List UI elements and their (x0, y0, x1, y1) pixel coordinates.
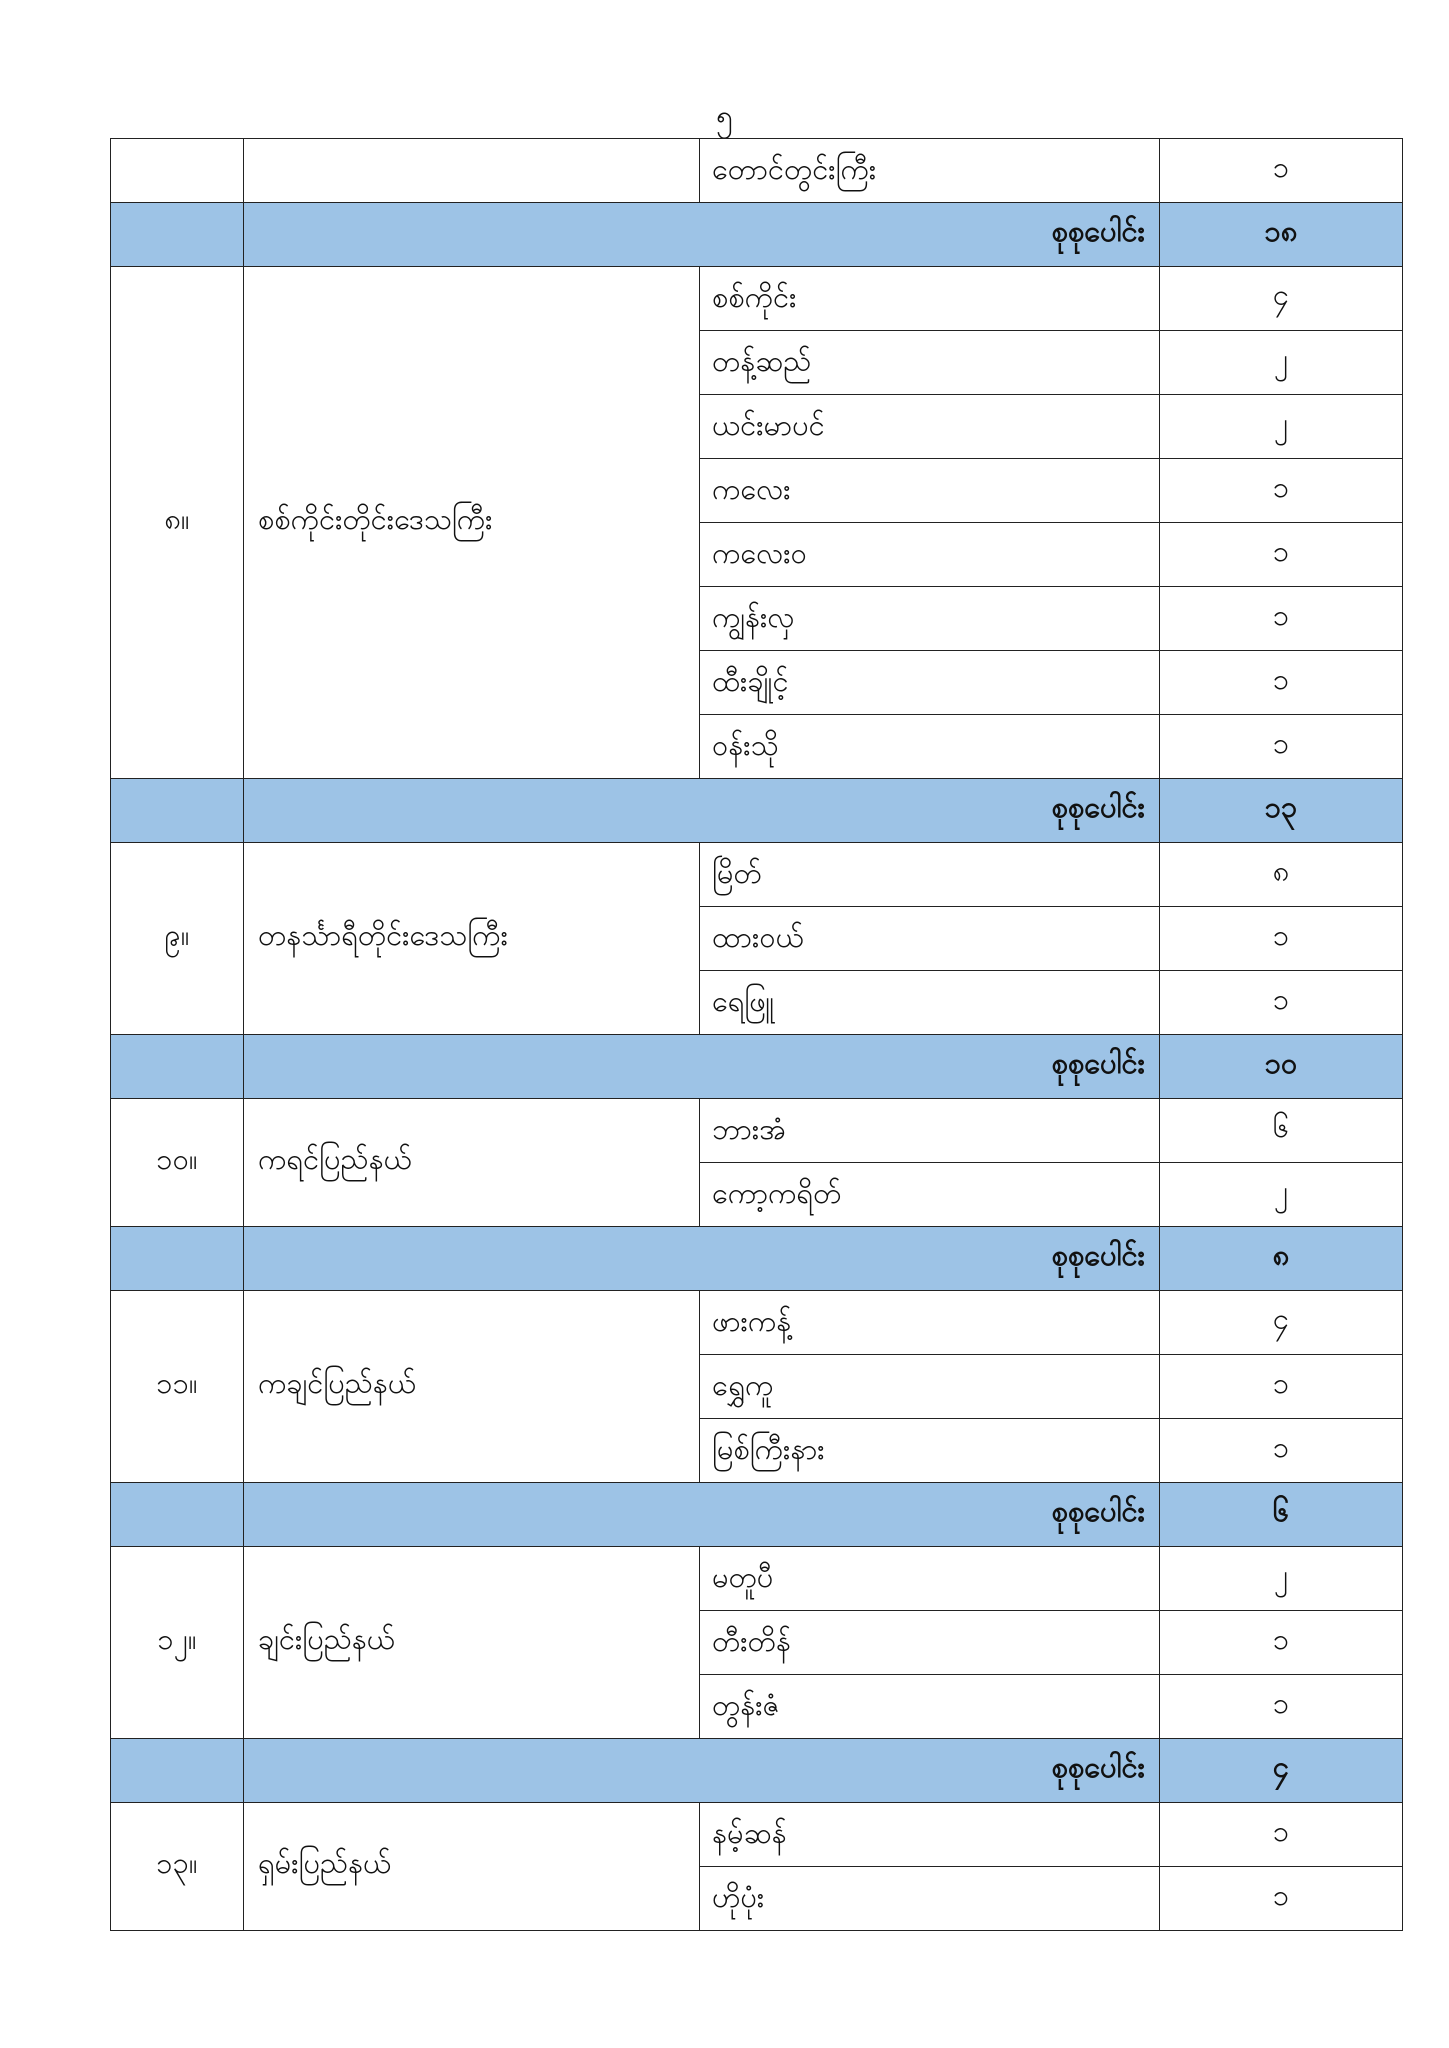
township-cell: ယင်းမာပင် (700, 395, 1160, 459)
township-cell: တန့်ဆည် (700, 331, 1160, 395)
subtotal-blank-cell (111, 1483, 244, 1547)
count-cell: ၁ (1160, 971, 1403, 1035)
subtotal-blank-cell (111, 779, 244, 843)
township-cell: ထီးချိုင့် (700, 651, 1160, 715)
count-cell: ၁ (1160, 715, 1403, 779)
count-cell: ၂ (1160, 331, 1403, 395)
township-cell: ကလေး (700, 459, 1160, 523)
subtotal-blank-cell (111, 1227, 244, 1291)
subtotal-value: ၁၃ (1160, 779, 1403, 843)
region-name-cell: တနင်္သာရီတိုင်းဒေသကြီး (244, 843, 700, 1035)
township-cell: ရေဖြူ (700, 971, 1160, 1035)
count-cell: ၂ (1160, 1547, 1403, 1611)
subtotal-label: စုစုပေါင်း (244, 1227, 1160, 1291)
township-cell: ထားဝယ် (700, 907, 1160, 971)
township-table (110, 138, 1403, 1931)
township-cell: မြိတ် (700, 843, 1160, 907)
township-cell: ကလေးဝ (700, 523, 1160, 587)
count-cell: ၂ (1160, 395, 1403, 459)
count-cell: ၁ (1160, 587, 1403, 651)
count-cell: ၁ (1160, 1611, 1403, 1675)
township-cell: စစ်ကိုင်း (700, 267, 1160, 331)
subtotal-value: ၁၀ (1160, 1035, 1403, 1099)
table-row (111, 1547, 1403, 1611)
row-number-cell (111, 139, 244, 203)
row-number-cell: ၁၁။ (111, 1291, 244, 1483)
township-cell: ရွှေကူ (700, 1355, 1160, 1419)
table-row (111, 1099, 1403, 1163)
count-cell: ၂ (1160, 1163, 1403, 1227)
subtotal-value: ၁၈ (1160, 203, 1403, 267)
count-cell: ၁ (1160, 1355, 1403, 1419)
count-cell: ၁ (1160, 459, 1403, 523)
township-cell: တီးတိန် (700, 1611, 1160, 1675)
subtotal-row (111, 203, 1403, 267)
subtotal-label: စုစုပေါင်း (244, 203, 1160, 267)
subtotal-blank-cell (111, 1035, 244, 1099)
row-number-cell: ၁၀။ (111, 1099, 244, 1227)
township-cell: တွန်းဇံ (700, 1675, 1160, 1739)
subtotal-label: စုစုပေါင်း (244, 1739, 1160, 1803)
subtotal-row (111, 1035, 1403, 1099)
subtotal-blank-cell (111, 203, 244, 267)
row-number-cell: ၉။ (111, 843, 244, 1035)
row-number-cell: ၁၃။ (111, 1803, 244, 1931)
subtotal-value: ၄ (1160, 1739, 1403, 1803)
subtotal-row (111, 1483, 1403, 1547)
subtotal-label: စုစုပေါင်း (244, 779, 1160, 843)
subtotal-row (111, 1227, 1403, 1291)
township-cell: ဖားကန့် (700, 1291, 1160, 1355)
row-number-cell: ၁၂။ (111, 1547, 244, 1739)
township-cell: နမ့်ဆန် (700, 1803, 1160, 1867)
table-row (111, 1291, 1403, 1355)
count-cell: ၄ (1160, 267, 1403, 331)
count-cell: ၁ (1160, 907, 1403, 971)
subtotal-label: စုစုပေါင်း (244, 1483, 1160, 1547)
count-cell: ၄ (1160, 1291, 1403, 1355)
count-cell: ၁ (1160, 1675, 1403, 1739)
table-row (111, 139, 1403, 203)
table-row (111, 1803, 1403, 1867)
subtotal-value: ၈ (1160, 1227, 1403, 1291)
township-cell: ကော့ကရိတ် (700, 1163, 1160, 1227)
region-name-cell: စစ်ကိုင်းတိုင်းဒေသကြီး (244, 267, 700, 779)
township-cell: ဝန်းသို (700, 715, 1160, 779)
township-cell: ကျွန်းလှ (700, 587, 1160, 651)
count-cell: ၁ (1160, 1867, 1403, 1931)
page-number: ၅ (716, 99, 733, 134)
township-cell: မြစ်ကြီးနား (700, 1419, 1160, 1483)
subtotal-value: ၆ (1160, 1483, 1403, 1547)
region-name-cell (244, 139, 700, 203)
table-row (111, 843, 1403, 907)
count-cell: ၁ (1160, 651, 1403, 715)
count-cell: ၁ (1160, 523, 1403, 587)
count-cell: ၆ (1160, 1099, 1403, 1163)
township-cell: ဘားအံ (700, 1099, 1160, 1163)
count-cell: ၈ (1160, 843, 1403, 907)
township-cell: တောင်တွင်းကြီး (700, 139, 1160, 203)
count-cell: ၁ (1160, 1803, 1403, 1867)
count-cell: ၁ (1160, 139, 1403, 203)
row-number-cell: ၈။ (111, 267, 244, 779)
subtotal-blank-cell (111, 1739, 244, 1803)
township-cell: ဟိုပုံး (700, 1867, 1160, 1931)
subtotal-row (111, 1739, 1403, 1803)
region-name-cell: ကချင်ပြည်နယ် (244, 1291, 700, 1483)
region-name-cell: ရှမ်းပြည်နယ် (244, 1803, 700, 1931)
region-name-cell: ချင်းပြည်နယ် (244, 1547, 700, 1739)
table-row (111, 267, 1403, 331)
count-cell: ၁ (1160, 1419, 1403, 1483)
region-name-cell: ကရင်ပြည်နယ် (244, 1099, 700, 1227)
township-cell: မတူပီ (700, 1547, 1160, 1611)
subtotal-row (111, 779, 1403, 843)
subtotal-label: စုစုပေါင်း (244, 1035, 1160, 1099)
